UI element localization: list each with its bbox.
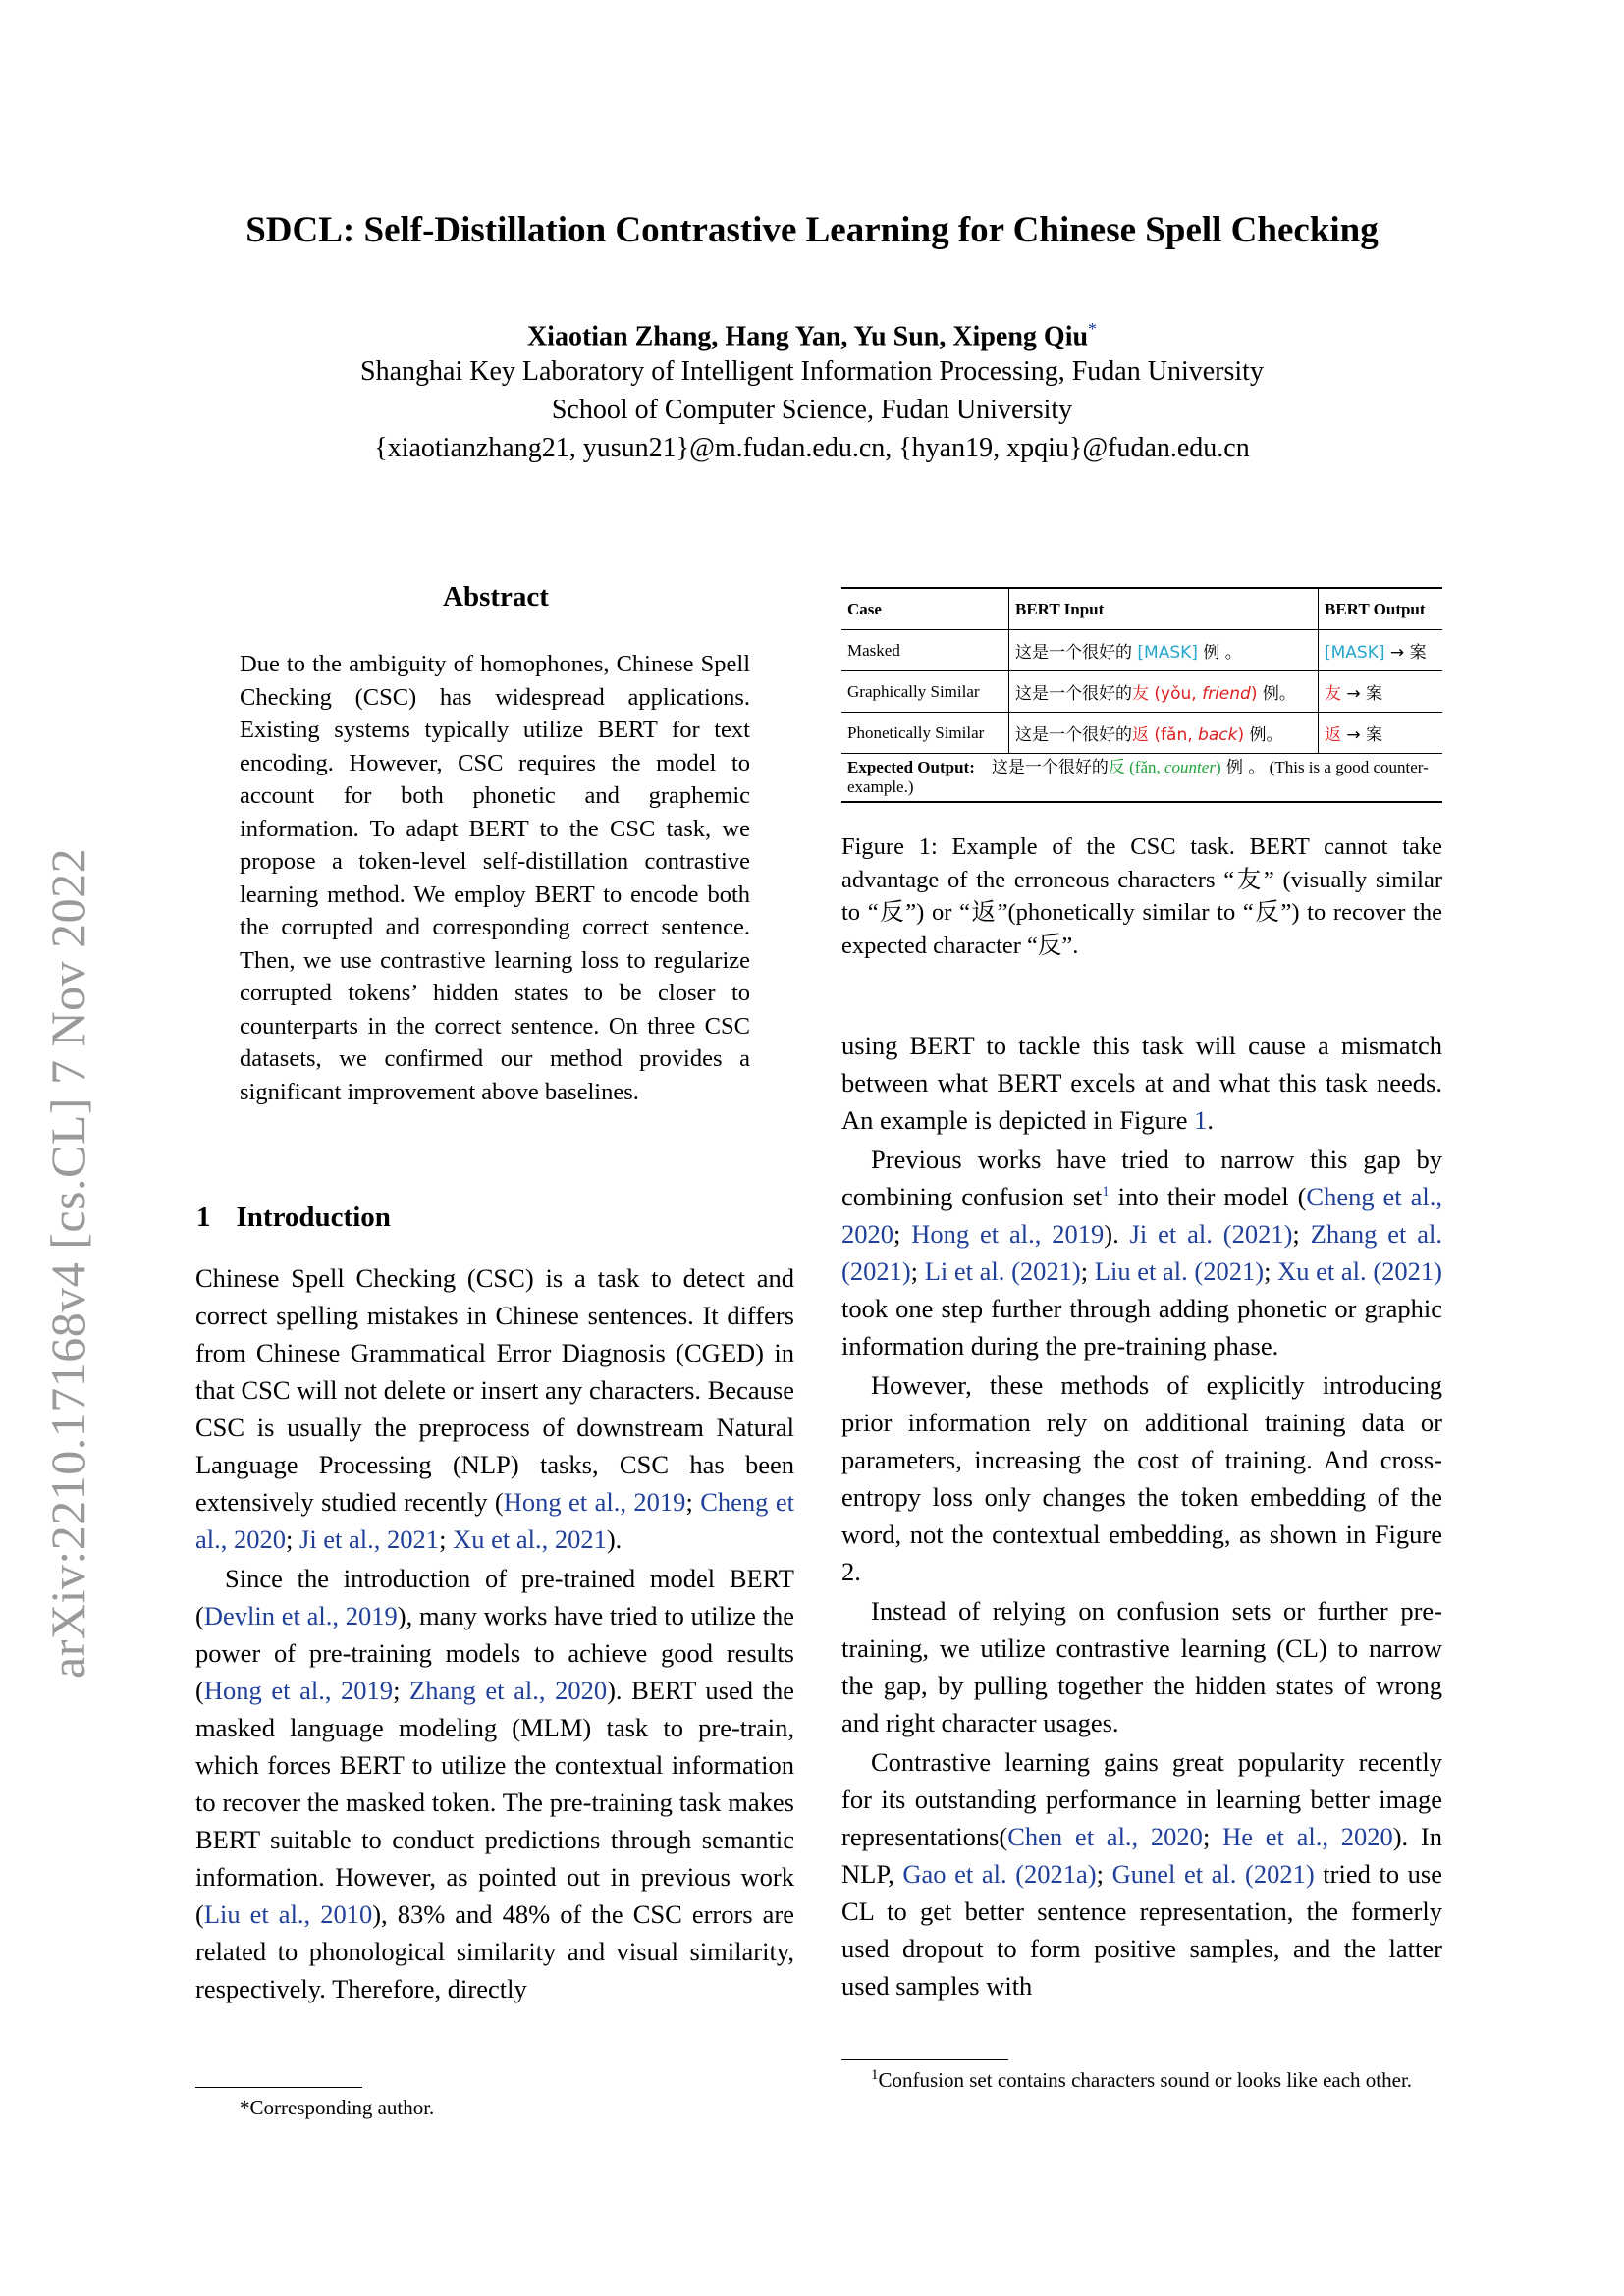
error-char: 返	[1325, 725, 1341, 745]
abstract-heading: Abstract	[443, 581, 549, 613]
separator: ;	[1096, 1859, 1112, 1889]
gloss-pinyin: (yǒu,	[1149, 684, 1203, 704]
citation-link[interactable]: Liu et al., 2010	[203, 1899, 373, 1929]
citation-link[interactable]: Ji et al.	[1129, 1219, 1213, 1249]
output-cell	[1319, 630, 1443, 671]
separator: ;	[910, 1256, 925, 1286]
mask-token: [MASK]	[1325, 643, 1385, 663]
paragraph	[195, 1560, 794, 2007]
error-char: 友	[1325, 684, 1341, 704]
footnote-rule	[841, 2059, 1008, 2060]
citation-link[interactable]: Gao et al.	[902, 1859, 1007, 1889]
paragraph-text: into their model (	[1109, 1182, 1307, 1211]
citation-link[interactable]: Cheng et al., 2020	[195, 1487, 795, 1554]
citation-link[interactable]: Cheng et al., 2020	[841, 1182, 1442, 1249]
paragraph-text: took one step further through adding phonetic or graphic information during the pre-training phase.	[841, 1294, 1442, 1361]
pinyin-gloss	[1125, 758, 1221, 776]
paragraph-text: ).	[606, 1524, 623, 1554]
pinyin-gloss	[1149, 684, 1257, 704]
separator: ;	[393, 1676, 410, 1705]
mask-token: [MASK]	[1137, 643, 1198, 663]
citation-link[interactable]: Chen et al., 2020	[1007, 1822, 1203, 1851]
case-cell: Graphically Similar	[841, 671, 1009, 713]
input-text: 这是一个很好的	[1015, 643, 1138, 663]
separator: ).	[1104, 1219, 1130, 1249]
header-case: Case	[841, 588, 1009, 630]
gloss-meaning: back	[1198, 725, 1238, 745]
input-cell	[1009, 630, 1319, 671]
paragraph-text: Previous works have tried to narrow this gap by combining confusion set	[841, 1145, 1442, 1211]
input-text-end: 例 。	[1197, 643, 1242, 663]
citation-link[interactable]: He et al., 2020	[1222, 1822, 1393, 1851]
paragraph-text: ). In NLP,	[841, 1822, 1442, 1889]
paragraph-text: Contrastive learning gains great popularity recently for its outstanding performance in learning better image representations(	[841, 1747, 1442, 1851]
input-text-end: 例。	[1257, 684, 1296, 704]
figure-ref-link[interactable]: 1	[1194, 1105, 1208, 1135]
input-text: 这是一个很好的	[1015, 725, 1132, 745]
input-text: 这是一个很好的	[1015, 684, 1132, 704]
table-row	[841, 630, 1442, 671]
paragraph	[841, 1027, 1442, 1139]
corresponding-author-mark[interactable]: *	[1088, 319, 1098, 339]
gloss-close: )	[1250, 684, 1258, 704]
citation-link[interactable]: Hong et al., 2019	[503, 1487, 686, 1517]
paragraph-text: .	[1207, 1105, 1215, 1135]
expected-output-row	[841, 754, 1442, 803]
expected-output-cell	[841, 754, 1442, 803]
citation-link[interactable]: Hong et al., 2019	[203, 1676, 394, 1705]
author-list	[0, 319, 1624, 352]
table-row	[841, 713, 1442, 754]
header-bert-output: BERT Output	[1319, 588, 1443, 630]
footnote-ref-link[interactable]: 1	[1102, 1184, 1110, 1201]
affiliation-2: School of Computer Science, Fudan University	[551, 395, 1073, 425]
gloss-meaning: friend	[1202, 684, 1251, 704]
correct-char: 反	[1108, 758, 1125, 777]
error-char: 友	[1132, 684, 1149, 704]
separator: ;	[1264, 1256, 1278, 1286]
citation-link[interactable]: Hong et al., 2019	[911, 1219, 1105, 1249]
citation-year-link[interactable]: (2021)	[841, 1256, 911, 1286]
abstract-text: Due to the ambiguity of homophones, Chinese Spell Checking (CSC) has widespread applications. Existing systems typically utilize BERT for text encoding. However, CSC requires the model to account for both phonetic and graphemic information. To adapt BERT to the CSC task, we propose a token-level self-distillation contrastive learning method. We employ BERT to encode both the corrupted and corresponding correct sentence. Then, we use contrastive learning loss to regularize corrupted tokens’ hidden states to be closer to counterparts in the correct sentence. On three CSC datasets, we confirmed our method provides a significant improvement above baselines.	[240, 651, 750, 1105]
section-title: Introduction	[236, 1201, 391, 1233]
citation-year-link[interactable]: (2021a)	[1006, 1859, 1097, 1889]
paragraph	[841, 1743, 1442, 2004]
output-text: → 案	[1384, 643, 1427, 663]
paragraph-text: ), 83% and 48% of the CSC errors are related to phonological similarity and visual similarity, respectively. Therefore, directly	[195, 1899, 794, 2003]
footnote-corresponding: *Corresponding author.	[240, 2096, 435, 2119]
intro-left-column	[195, 1259, 794, 2007]
citation-link[interactable]: Liu et al.	[1094, 1256, 1188, 1286]
citation-link[interactable]: Zhang et al.	[1310, 1219, 1442, 1249]
separator: ;	[893, 1219, 912, 1249]
expected-text-end: 例 。	[1220, 758, 1266, 777]
output-cell	[1319, 713, 1443, 754]
author-emails: {xiaotianzhang21, yusun21}@m.fudan.edu.cn, {hyan19, xpqiu}@fudan.edu.cn	[374, 433, 1250, 463]
table-row	[841, 671, 1442, 713]
error-char: 返	[1132, 725, 1149, 745]
citation-link[interactable]: Zhang et al., 2020	[409, 1676, 608, 1705]
paragraph-text: ). BERT used the masked language modeling (MLM) task to pre-train, which forces BERT to utilize the contextual information to recover the masked token. The pre-training task makes BERT suitable to conduct predictions through semantic information. However, as pointed out in previous work (	[195, 1676, 794, 1929]
output-text: → 案	[1341, 684, 1383, 704]
paragraph-text: tried to use CL to get better sentence representation, the formerly used dropout to form positive samples, and the latter used samples with	[841, 1859, 1442, 2001]
figure-1-caption: Figure 1: Example of the CSC task. BERT cannot take advantage of the erroneous characters “友” (visually similar to “反”) or “返”(phonetically similar to “反”) to recover the expected character “反”.	[841, 833, 1442, 959]
gloss-pinyin: (fǎn,	[1149, 725, 1199, 745]
separator: ;	[1080, 1256, 1095, 1286]
arxiv-identifier: arXiv:2210.17168v4 [cs.CL] 7 Nov 2022	[40, 847, 95, 1679]
separator: ;	[685, 1487, 701, 1517]
citation-link[interactable]: Devlin et al., 2019	[203, 1601, 398, 1630]
author-names: Xiaotian Zhang, Hang Yan, Yu Sun, Xipeng Qiu	[526, 321, 1089, 352]
case-cell: Phonetically Similar	[841, 713, 1009, 754]
expected-note: (This is a good counter-example.)	[847, 758, 1429, 796]
separator: ;	[439, 1524, 454, 1554]
pinyin-gloss	[1149, 725, 1244, 745]
citation-link[interactable]: Ji et al., 2021	[299, 1524, 440, 1554]
gloss-meaning: counter	[1164, 758, 1216, 776]
input-text-end: 例。	[1244, 725, 1283, 745]
citation-year-link[interactable]: (2021)	[1236, 1859, 1315, 1889]
gloss-close: )	[1215, 758, 1221, 776]
citation-year-link[interactable]: (2021)	[1212, 1219, 1293, 1249]
expected-label: Expected Output:	[847, 758, 975, 776]
citation-link[interactable]: Li et al.	[924, 1256, 1005, 1286]
gloss-close: )	[1237, 725, 1245, 745]
intro-right-column	[841, 1027, 1442, 2004]
gloss-pinyin: (fǎn,	[1124, 758, 1164, 776]
paragraph-text: Chinese Spell Checking (CSC) is a task to detect and correct spelling mistakes in Chinese sentences. It differs from Chinese Grammatical Error Diagnosis (CGED) in that CSC will not delete or insert any characters. Because CSC is usually the preprocess of downstream Natural Language Processing (NLP) tasks, CSC has been extensively studied recently (	[195, 1263, 794, 1517]
footnote-rule	[195, 2087, 362, 2088]
paragraph: Instead of relying on confusion sets or further pre-training, we utilize contrastive learning (CL) to narrow the gap, by pulling together the hidden states of wrong and right character usages.	[841, 1596, 1442, 1737]
case-cell: Masked	[841, 630, 1009, 671]
footnote-1	[841, 2067, 1442, 2093]
paper-title: SDCL: Self-Distillation Contrastive Learning for Chinese Spell Checking	[245, 210, 1379, 250]
footnote-text: Confusion set contains characters sound or looks like each other.	[878, 2068, 1413, 2092]
paragraph	[195, 1259, 794, 1558]
citation-link[interactable]: Xu et al.	[1277, 1256, 1367, 1286]
paragraph-text: Since the introduction of pre-trained model BERT (	[195, 1564, 794, 1630]
affiliation-1: Shanghai Key Laboratory of Intelligent Information Processing, Fudan University	[360, 356, 1264, 387]
citation-link[interactable]: Gunel et al.	[1111, 1859, 1237, 1889]
figure-1-table	[841, 587, 1442, 803]
header-bert-input: BERT Input	[1009, 588, 1319, 630]
paragraph	[841, 1141, 1442, 1364]
footnote-mark: 1	[871, 2067, 879, 2083]
output-text: → 案	[1341, 725, 1383, 745]
paragraph-text: ), many works have tried to utilize the power of pre-training models to achieve good results (	[195, 1601, 794, 1705]
separator: ;	[1292, 1219, 1311, 1249]
section-number: 1	[196, 1201, 211, 1233]
section-heading	[196, 1201, 391, 1234]
output-cell	[1319, 671, 1443, 713]
paragraph: However, these methods of explicitly introducing prior information rely on additional training data or parameters, increasing the cost of training. And cross-entropy loss only changes the token embedding of the word, not the contextual embedding, as shown in Figure 2.	[841, 1370, 1442, 1586]
input-cell	[1009, 713, 1319, 754]
paragraph-text: using BERT to tackle this task will cause a mismatch between what BERT excels at and what this task needs. An example is depicted in Figure	[841, 1031, 1442, 1135]
separator: ;	[1202, 1822, 1223, 1851]
citation-year-link[interactable]: (2021)	[1004, 1256, 1081, 1286]
citation-year-link[interactable]: (2021)	[1187, 1256, 1265, 1286]
separator: ;	[286, 1524, 299, 1554]
citation-year-link[interactable]: (2021)	[1366, 1256, 1442, 1286]
input-cell	[1009, 671, 1319, 713]
citation-link[interactable]: Xu et al., 2021	[453, 1524, 607, 1554]
expected-text: 这是一个很好的	[991, 758, 1109, 777]
table-header-row	[841, 588, 1442, 630]
